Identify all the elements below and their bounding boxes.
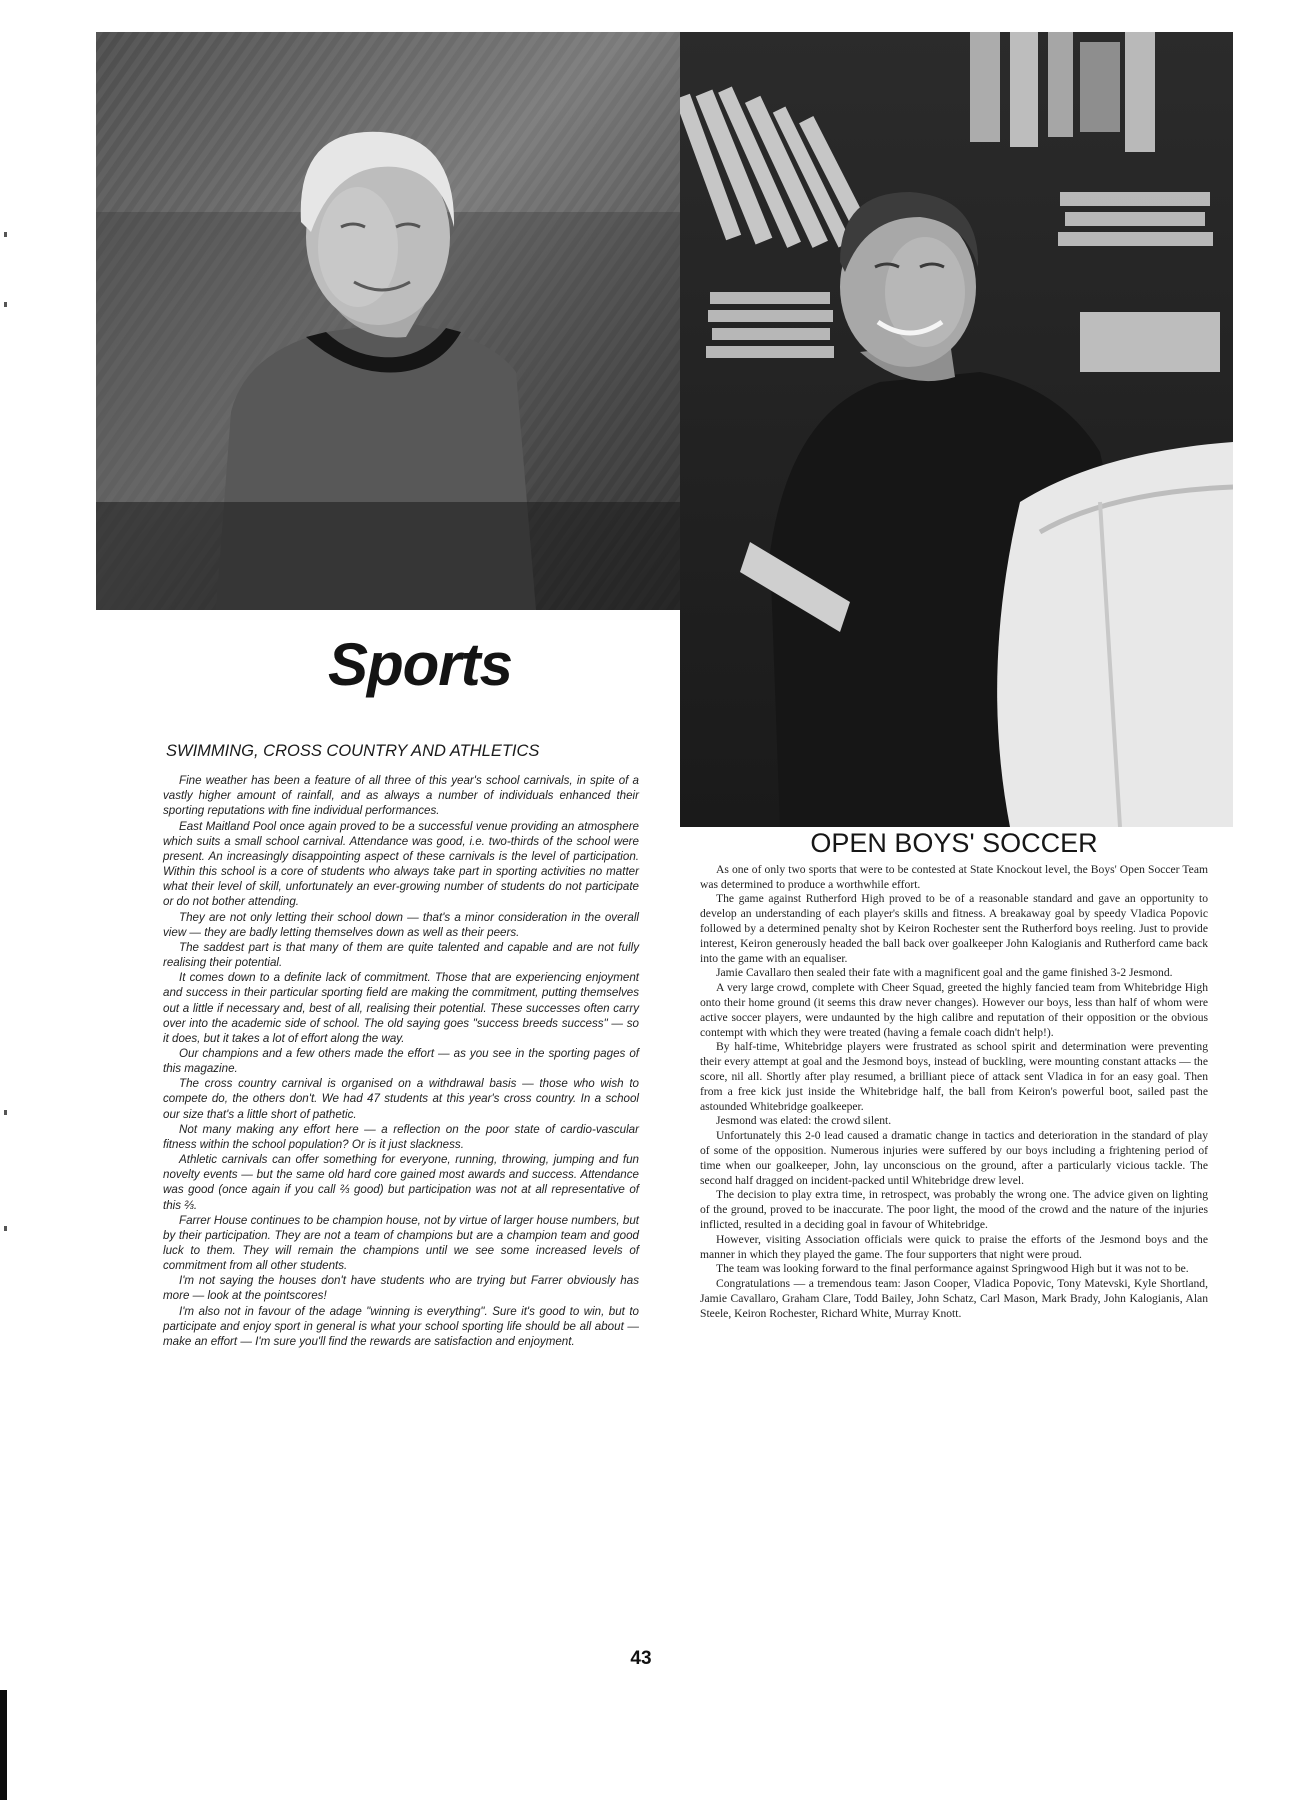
scan-edge-mark — [4, 1110, 7, 1115]
article-paragraph: East Maitland Pool once again proved to be a successful venue providing an atmosphere which suits a small school carnival. Attendance was good, i.e. two-thirds of the school were present. An increasingly disappointing aspect of these carnivals is the level of participation. Within this school is a core of students who always take part in sporting activities no matter what their level of skill, unfortunately an ever-growing number of students do not participate or do not bother attending. — [163, 819, 639, 909]
article-paragraph: Unfortunately this 2-0 lead caused a dramatic change in tactics and deterioration in the standard of play of some of the opposition. Numerous injuries were suffered by our boys including a frightening period of time when our goalkeeper, John, lay unconscious on the ground, after a particularly vicious tackle. The second half dragged on incident-packed until Whitebridge drew level. — [700, 1129, 1208, 1187]
scan-edge-mark — [4, 302, 7, 307]
swimming-article-heading: SWIMMING, CROSS COUNTRY AND ATHLETICS — [166, 742, 540, 760]
article-paragraph: Jesmond was elated: the crowd silent. — [716, 1114, 892, 1128]
article-paragraph: The team was looking forward to the final performance against Springwood High but it was not to be. — [716, 1262, 1189, 1276]
article-paragraph: A very large crowd, complete with Cheer Squad, greeted the highly fancied team from Whitebridge High onto their home ground (it seems this draw never changes). However our boys, less than half of whom were active soccer players, were undaunted by the high calibre and reputation of their opposition or the obvious contempt with which they were treated (having a female coach didn't help!). — [700, 981, 1208, 1039]
article-paragraph: They are not only letting their school down — that's a minor consideration in the overall view — they are badly letting themselves down as well as their peers. — [163, 910, 639, 939]
article-paragraph: As one of only two sports that were to be contested at State Knockout level, the Boys' Open Soccer Team was determined to produce a worthwhile effort. — [700, 862, 1208, 891]
article-paragraph: Congratulations — a tremendous team: Jason Cooper, Vladica Popovic, Tony Matevski, Kyle Shortland, Jamie Cavallaro, Graham Clare, Todd Bailey, John Schatz, Carl Mason, Mark Brady, John Kalogianis, Alan Steele, Keiron Rochester, Richard White, Murray Knott. — [700, 1277, 1208, 1320]
article-paragraph: Athletic carnivals can offer something for everyone, running, throwing, jumping and fun novelty events — but the same old hard core gained most awards and success. Attendance was good (once again if you call ⅔ good) but participation was not at all representative of this ⅔. — [163, 1153, 639, 1212]
article-paragraph: The saddest part is that many of them are quite talented and capable and are not fully realising their potential. — [163, 940, 639, 970]
article-paragraph: By half-time, Whitebridge players were frustrated as school spirit and determination were preventing their every attempt at goal and the Jesmond boys, instead of buckling, were mounting constant attacks — the score, nil all. Shortly after play resumed, a brilliant piece of attack sent Vladica in for an easy goal. Then from a free kick just inside the Whitebridge half, the ball from Keiron's powerful boot, sailed past the astounded Whitebridge goalkeeper. — [700, 1040, 1208, 1113]
article-paragraph: I'm also not in favour of the adage "winning is everything". Sure it's good to win, but to participate and enjoy sport in general is what your school sporting life should be all about — make an effort — I'm sure you'll find the rewards are satisfaction and enjoyment. — [163, 1304, 639, 1348]
man-portrait-image — [680, 32, 1233, 827]
article-paragraph: The decision to play extra time, in retrospect, was probably the wrong one. The advice given on lighting of the ground, proved to be inaccurate. The poor light, the mood of the crowd and the nature of the injuries inflicted, resulted in a deciding goal in favour of Whitebridge. — [700, 1188, 1208, 1231]
woman-portrait-image — [96, 32, 680, 610]
article-paragraph: Our champions and a few others made the effort — as you see in the sporting pages of this magazine. — [163, 1046, 639, 1076]
scan-edge-mark — [4, 232, 7, 237]
article-paragraph: However, visiting Association officials were quick to praise the efforts of the Jesmond boys and the manner in which they played the game. The four supporters that night were proud. — [700, 1232, 1208, 1261]
article-paragraph: The cross country carnival is organised on a withdrawal basis — those who wish to compete do, the others don't. We had 47 students at this year's cross country. In a school our size that's a little short of pathetic. — [163, 1077, 639, 1121]
page-number: 43 — [630, 1648, 652, 1669]
photo-man — [680, 32, 1233, 827]
soccer-article — [700, 828, 1208, 1322]
scan-edge-mark — [4, 1226, 7, 1231]
soccer-article-heading: OPEN BOYS' SOCCER — [810, 828, 1098, 858]
article-paragraph: The game against Rutherford High proved to be of a reasonable standard and gave an opportunity to develop an understanding of each player's skills and fitness. A breakaway goal by speedy Vladica Popovic followed by a determined penalty shot by Keiron Rochester sent the Rutherford boys reeling. Just to provide interest, Keiron generously headed the ball back over goalkeeper John Kalogianis and Rutherford came back into the game with an equaliser. — [700, 892, 1208, 965]
article-paragraph: Jamie Cavallaro then sealed their fate with a magnificent goal and the game finished 3-2 Jesmond. — [716, 966, 1173, 980]
article-paragraph: Not many making any effort here — a reflection on the poor state of cardio-vascular fitness within the school population? Or is it just slackness. — [163, 1122, 639, 1151]
article-paragraph: I'm not saying the houses don't have students who are trying but Farrer obviously has more — look at the pointscores! — [163, 1274, 639, 1303]
photo-woman — [96, 32, 680, 610]
article-paragraph: Farrer House continues to be champion house, not by virtue of larger house numbers, but by their participation. They are not a team of champions but are a champion team and good luck to them. They will remain the champions until we see some increased levels of commitment from all other students. — [163, 1213, 639, 1273]
page-title: Sports — [327, 631, 513, 698]
article-paragraph: It comes down to a definite lack of commitment. Those that are experiencing enjoyment and success in their particular sporting field are making the commitment, putting themselves out a little if necessary and, best of all, realising their potential. These successes often carry over into the academic side of school. The old saying goes "success breeds success" — so it does, but it takes a lot of effort along the way. — [163, 971, 639, 1045]
article-paragraph: Fine weather has been a feature of all three of this year's school carnivals, in spite of a vastly higher amount of rainfall, and as always a number of individuals enhanced their sporting reputations with fine individual performances. — [163, 774, 639, 818]
scan-edge-bar — [0, 1690, 7, 1800]
swimming-article — [163, 744, 639, 1349]
